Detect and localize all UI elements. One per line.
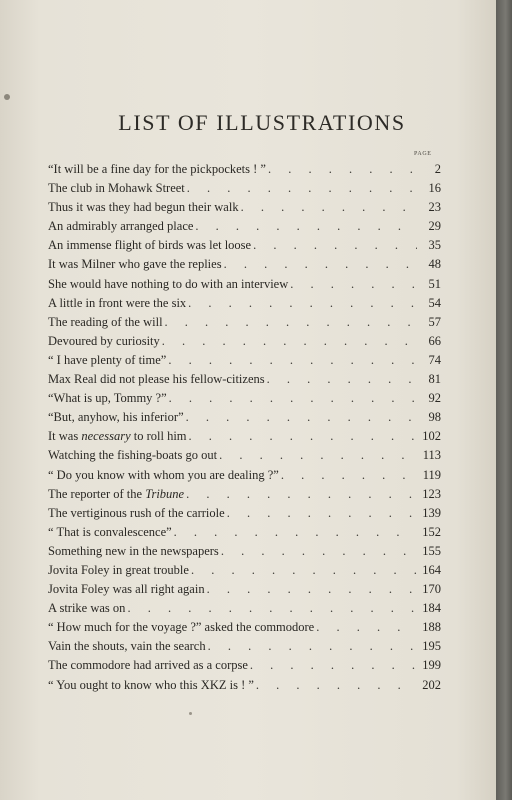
caption-text: Jovita Foley was all right again bbox=[48, 582, 205, 597]
caption-text: “But, anyhow, his inferior” bbox=[48, 410, 184, 425]
page-number: 16 bbox=[428, 181, 441, 196]
page-number: 29 bbox=[428, 219, 441, 234]
illustration-caption bbox=[48, 506, 225, 521]
caption-text: An admirably arranged place bbox=[48, 219, 194, 234]
illustration-caption bbox=[48, 277, 288, 292]
page-edge bbox=[496, 0, 512, 800]
caption-text: Thus it was they had begun their walk bbox=[48, 200, 239, 215]
dot-leader bbox=[195, 219, 417, 234]
dot-leader bbox=[188, 296, 417, 311]
caption-text: Watching the fishing-boats go out bbox=[48, 448, 218, 463]
dot-leader bbox=[219, 448, 417, 463]
caption-text: She would have nothing to do with an interview bbox=[48, 276, 289, 291]
illustration-caption bbox=[48, 391, 167, 406]
page-number: 119 bbox=[422, 467, 441, 482]
caption-text: “ I have plenty of time” bbox=[48, 352, 167, 367]
dot-leader bbox=[168, 353, 417, 368]
page-number: 164 bbox=[422, 562, 441, 577]
page-number: 123 bbox=[422, 486, 441, 501]
dot-leader bbox=[165, 315, 417, 330]
list-item bbox=[48, 372, 441, 391]
illustration-caption bbox=[48, 238, 251, 253]
illustration-caption bbox=[48, 296, 186, 311]
dot-leader bbox=[189, 429, 417, 444]
illustration-caption bbox=[48, 372, 265, 387]
dot-leader bbox=[241, 200, 417, 215]
page-number: 202 bbox=[422, 677, 441, 692]
caption-text: The vertiginous rush of the carriole bbox=[48, 505, 225, 520]
illustration-caption bbox=[48, 334, 160, 349]
page-number: 102 bbox=[422, 429, 441, 444]
caption-text: “ That is convalescence” bbox=[48, 524, 172, 539]
caption-text: It was bbox=[48, 429, 82, 444]
caption-italic-text: necessary bbox=[81, 429, 131, 444]
list-item bbox=[48, 601, 441, 620]
dot-leader bbox=[127, 601, 417, 616]
caption-text: “ Do you know with whom you are dealing ?” bbox=[48, 467, 279, 482]
illustration-caption bbox=[48, 200, 239, 215]
caption-text: It was Milner who gave the replies bbox=[48, 257, 222, 272]
page-number: 152 bbox=[422, 524, 441, 539]
list-item bbox=[48, 582, 441, 601]
caption-text: Something new in the newspapers bbox=[48, 543, 219, 558]
caption-text: The club in Mohawk Street bbox=[48, 181, 185, 196]
page-number: 199 bbox=[422, 658, 441, 673]
dot-leader bbox=[316, 620, 417, 635]
caption-text: A strike was on bbox=[48, 601, 126, 616]
page-number: 184 bbox=[422, 601, 441, 616]
page-number: 81 bbox=[428, 372, 441, 387]
caption-italic-text: Tribune bbox=[145, 486, 185, 501]
caption-text: “What is up, Tommy ?” bbox=[48, 391, 167, 406]
caption-text: An immense flight of birds was let loose bbox=[48, 238, 252, 253]
list-item bbox=[48, 257, 441, 276]
illustration-caption bbox=[48, 468, 279, 483]
illustration-list bbox=[48, 162, 441, 697]
list-item bbox=[48, 563, 441, 582]
dot-leader bbox=[221, 544, 417, 559]
page-title: LIST OF ILLUSTRATIONS bbox=[118, 110, 406, 135]
caption-text: Devoured by curiosity bbox=[48, 333, 160, 348]
page-number: 155 bbox=[422, 543, 441, 558]
illustration-caption bbox=[48, 257, 222, 272]
dot-leader bbox=[186, 487, 417, 502]
list-item bbox=[48, 296, 441, 315]
list-item bbox=[48, 506, 441, 525]
dot-leader bbox=[268, 162, 417, 177]
page-number: 188 bbox=[422, 620, 441, 635]
page-number: 2 bbox=[434, 162, 441, 176]
paper-speck bbox=[189, 712, 192, 715]
illustration-caption bbox=[48, 448, 217, 463]
dot-leader bbox=[290, 277, 417, 292]
dot-leader bbox=[224, 257, 417, 272]
illustration-caption bbox=[48, 353, 166, 368]
page-number: 23 bbox=[428, 200, 441, 215]
illustration-caption bbox=[48, 487, 184, 502]
list-item bbox=[48, 620, 441, 639]
list-item bbox=[48, 334, 441, 353]
dot-leader bbox=[250, 658, 417, 673]
list-item bbox=[48, 181, 441, 200]
illustration-caption bbox=[48, 582, 205, 597]
illustration-caption bbox=[48, 658, 248, 673]
dot-leader bbox=[187, 181, 417, 196]
caption-text: “It will be a fine day for the pickpockets ! ” bbox=[48, 162, 266, 176]
page-number: 35 bbox=[428, 238, 441, 253]
list-item bbox=[48, 525, 441, 544]
dot-leader bbox=[207, 582, 417, 597]
page-number: 74 bbox=[428, 352, 441, 367]
illustration-caption bbox=[48, 563, 189, 578]
list-item bbox=[48, 658, 441, 677]
dot-leader bbox=[191, 563, 417, 578]
dot-leader bbox=[267, 372, 417, 387]
illustration-caption bbox=[48, 181, 185, 196]
illustration-caption bbox=[48, 525, 172, 540]
list-item bbox=[48, 410, 441, 429]
dot-leader bbox=[281, 468, 417, 483]
list-item bbox=[48, 468, 441, 487]
list-item bbox=[48, 429, 441, 448]
list-item bbox=[48, 448, 441, 467]
page-number: 98 bbox=[428, 410, 441, 425]
list-item bbox=[48, 219, 441, 238]
caption-text: Vain the shouts, vain the search bbox=[48, 639, 206, 654]
illustration-caption bbox=[48, 678, 254, 693]
caption-text: A little in front were the six bbox=[48, 295, 187, 310]
list-item bbox=[48, 639, 441, 658]
illustration-caption bbox=[48, 620, 314, 635]
list-item bbox=[48, 200, 441, 219]
illustration-caption bbox=[48, 429, 187, 444]
page-number: 195 bbox=[422, 639, 441, 654]
dot-leader bbox=[208, 639, 417, 654]
illustration-caption bbox=[48, 315, 163, 330]
dot-leader bbox=[162, 334, 417, 349]
page-number: 51 bbox=[428, 276, 441, 291]
caption-text: Max Real did not please his fellow-citizens bbox=[48, 372, 265, 387]
list-item bbox=[48, 544, 441, 563]
list-item bbox=[48, 353, 441, 372]
dot-leader bbox=[227, 506, 417, 521]
page-number: 113 bbox=[422, 448, 441, 463]
page-number: 92 bbox=[428, 391, 441, 406]
page-number: 139 bbox=[422, 505, 441, 520]
caption-text: “ You ought to know who this XKZ is ! ” bbox=[48, 677, 254, 692]
dot-leader bbox=[256, 678, 417, 693]
illustration-caption bbox=[48, 219, 193, 234]
page-number: 170 bbox=[422, 582, 441, 597]
caption-text: The reading of the will bbox=[48, 314, 163, 329]
paper-spot bbox=[4, 94, 10, 100]
list-item bbox=[48, 277, 441, 296]
illustration-caption bbox=[48, 544, 219, 559]
caption-text: “ How much for the voyage ?” asked the commodore bbox=[48, 620, 315, 635]
page-column-label: PAGE bbox=[414, 151, 432, 157]
list-item bbox=[48, 487, 441, 506]
caption-text: The commodore had arrived as a corpse bbox=[48, 658, 248, 673]
page-number: 66 bbox=[428, 333, 441, 348]
list-item bbox=[48, 391, 441, 410]
list-item bbox=[48, 315, 441, 334]
caption-text: The reporter of the bbox=[48, 486, 146, 501]
dot-leader bbox=[174, 525, 417, 540]
illustration-caption bbox=[48, 410, 184, 425]
illustration-caption bbox=[48, 601, 125, 616]
dot-leader bbox=[186, 410, 417, 425]
page-number: 54 bbox=[428, 295, 441, 310]
page-number: 48 bbox=[428, 257, 441, 272]
list-item bbox=[48, 678, 441, 697]
list-item bbox=[48, 162, 441, 181]
dot-leader bbox=[253, 238, 417, 253]
dot-leader bbox=[169, 391, 417, 406]
caption-text: Jovita Foley in great trouble bbox=[48, 562, 189, 577]
caption-text-tail: to roll him bbox=[130, 429, 187, 444]
illustration-caption bbox=[48, 639, 206, 654]
illustration-caption bbox=[48, 162, 266, 177]
page-number: 57 bbox=[428, 314, 441, 329]
list-item bbox=[48, 238, 441, 257]
